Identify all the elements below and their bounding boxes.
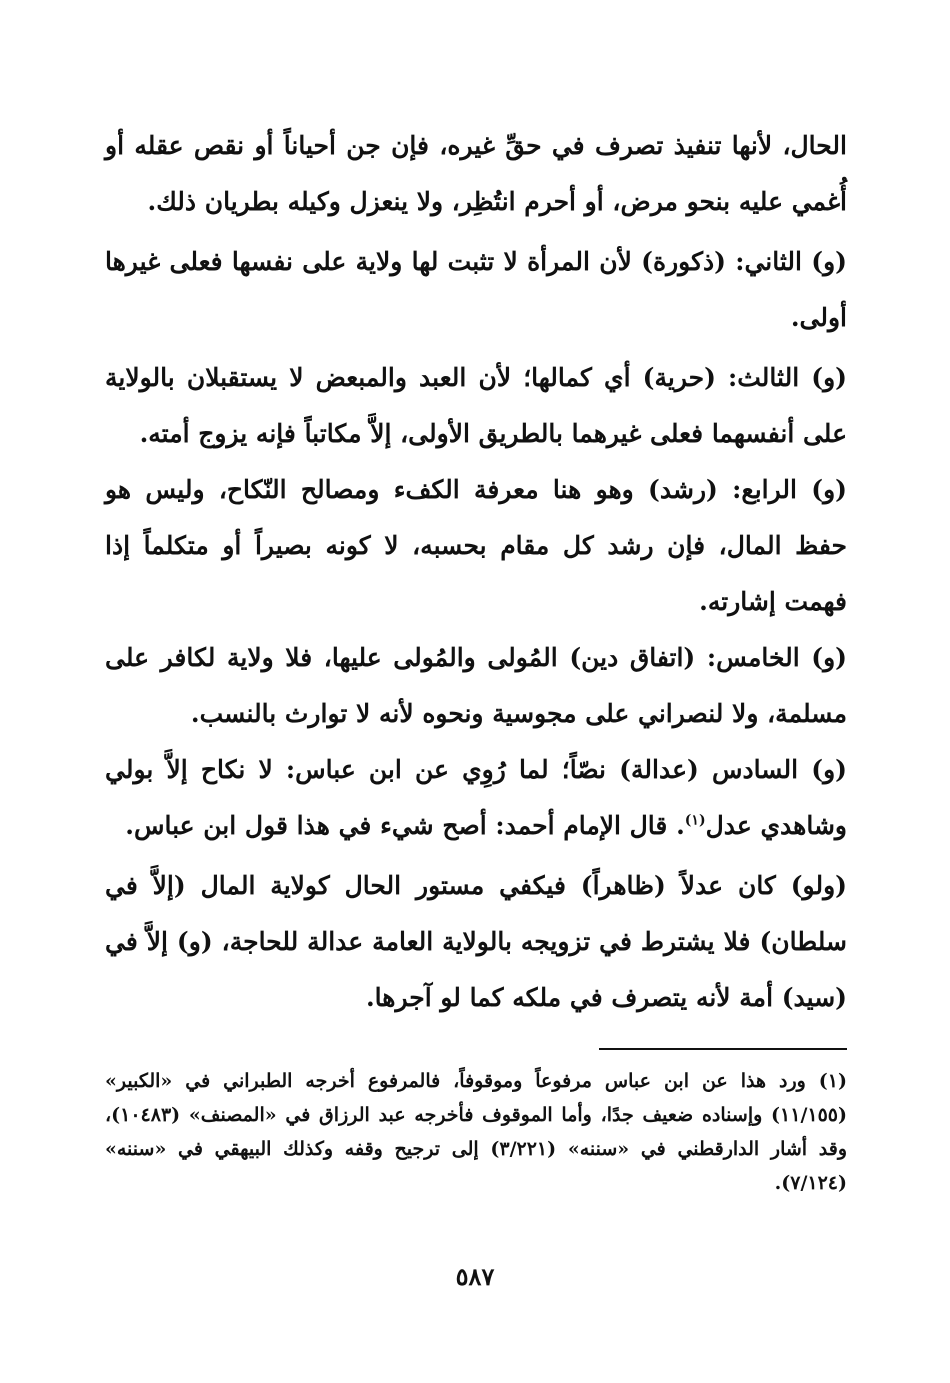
main-text: [105, 118, 847, 1026]
paragraph-6-before: (و) السادس (عدالة) نصّاً؛ لما رُوِي عن ابن عباس: لا نكاح إلاَّ بولي وشاهدي عدل: [105, 755, 847, 840]
page-number: ٥٨٧: [455, 1262, 495, 1291]
footnote-marker: (١): [684, 812, 706, 829]
footnote: (١) ورد هذا عن ابن عباس مرفوعاً وموقوفاً، فالمرفوع أخرجه الطبراني في «الكبير» (١١/١٥٥) وإسناده ضعيف جدًا، وأما الموقوف فأخرجه عبد الرزاق في «المصنف» (١٠٤٨٣)، وقد أشار الدارقطني في «سننه» (٣/٢٢١) إلى ترجيح وقفه وكذلك البيهقي في «سننه» (٧/١٢٤).: [105, 1070, 847, 1194]
paragraph-6: [105, 742, 847, 854]
footnote-divider: [599, 1048, 847, 1050]
paragraph-1: الحال، لأنها تنفيذ تصرف في حقِّ غيره، فإن جن أحياناً أو نقص عقله أو أُغمي عليه بنحو مرض، أو أحرم انتُظِر، ولا ينعزل وكيله بطريان ذلك.: [105, 131, 847, 216]
paragraph-2: (و) الثاني: (ذكورة) لأن المرأة لا تثبت لها ولاية على نفسها فعلى غيرها أولى.: [105, 247, 847, 332]
paragraph-5: (و) الخامس: (اتفاق دين) المُولى والمُولى عليها، فلا ولاية لكافر على مسلمة، ولا لنصراني على مجوسية ونحوه لأنه لا توارث بالنسب.: [105, 643, 847, 728]
paragraph-7: (ولو) كان عدلاً (ظاهراً) فيكفي مستور الحال كولاية المال (إلاَّ في سلطان) فلا يشترط في تزويجه بالولاية العامة عدالة للحاجة، (و) إلاَّ في (سيد) أمة لأنه يتصرف في ملكه كما لو آجرها.: [105, 871, 847, 1012]
paragraph-6-after: . قال الإمام أحمد: أصح شيء في هذا قول ابن عباس.: [125, 811, 685, 840]
paragraph-3: (و) الثالث: (حرية) أي كمالها؛ لأن العبد والمبعض لا يستقبلان بالولاية على أنفسهما فعلى غيرهما بالطريق الأولى، إلاَّ مكاتباً فإنه يزوج أمته.: [105, 363, 847, 448]
paragraph-4: (و) الرابع: (رشد) وهو هنا معرفة الكفء ومصالح النّكاح، وليس هو حفظ المال، فإن رشد كل مقام بحسبه، لا كونه بصيراً أو متكلماً إذا فهمت إشارته.: [105, 475, 848, 616]
